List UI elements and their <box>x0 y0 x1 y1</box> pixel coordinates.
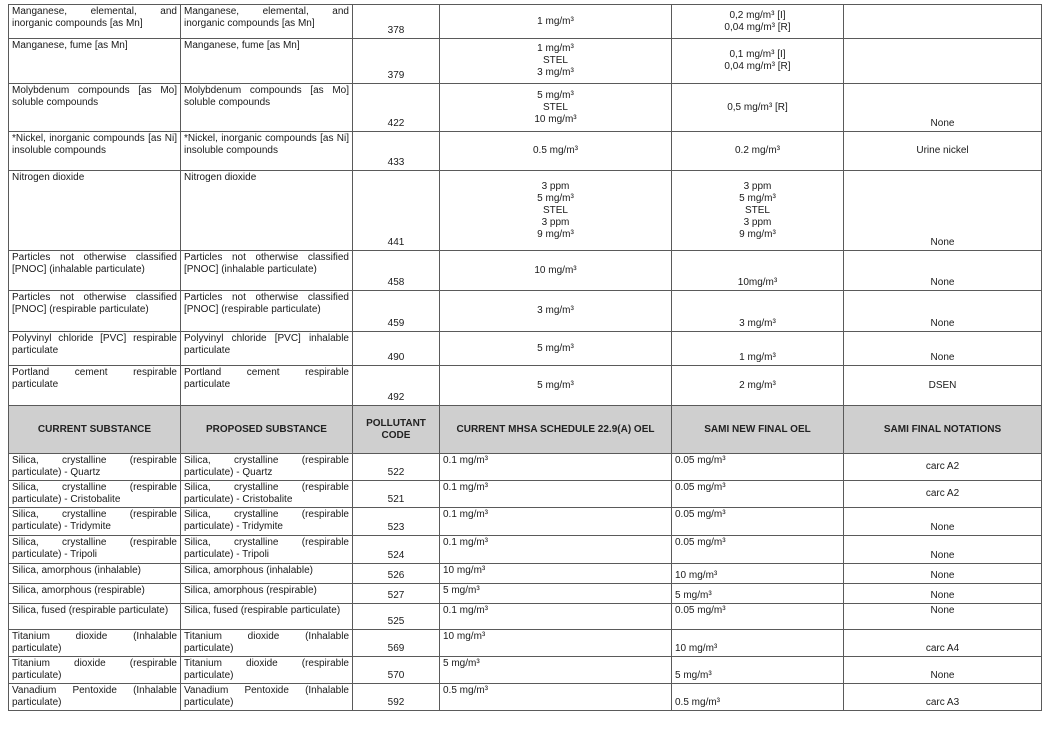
table-row <box>9 657 1042 684</box>
table-row <box>9 132 1042 171</box>
current-oel-cell: 0.1 mg/m³ <box>440 481 672 508</box>
lower-rows <box>9 454 1042 711</box>
current-oel-cell: 10 mg/m³ <box>440 564 672 584</box>
pollutant-code-cell: 492 <box>353 366 440 406</box>
table-row <box>9 39 1042 84</box>
current-substance-cell: Portland cement respirable particulate <box>9 366 181 406</box>
current-substance-cell: Silica, crystalline (respirable particulate) - Cristobalite <box>9 481 181 508</box>
current-oel-cell: 0.1 mg/m³ <box>440 454 672 481</box>
sami-oel-cell: 0,2 mg/m³ [I] 0,04 mg/m³ [R] <box>672 5 844 39</box>
sami-oel-cell: 5 mg/m³ <box>672 584 844 604</box>
current-oel-cell: 0.1 mg/m³ <box>440 536 672 564</box>
table-row <box>9 332 1042 366</box>
notation-cell: None <box>844 171 1042 251</box>
oel-table <box>8 4 1042 711</box>
pollutant-code-cell: 526 <box>353 564 440 584</box>
current-oel-cell: 1 mg/m³ STEL 3 mg/m³ <box>440 39 672 84</box>
table-row <box>9 584 1042 604</box>
proposed-substance-cell: Particles not otherwise classified [PNOC] (inhalable particulate) <box>181 251 353 291</box>
sami-oel-cell: 5 mg/m³ <box>672 657 844 684</box>
notation-cell: Urine nickel <box>844 132 1042 171</box>
current-substance-cell: Manganese, fume [as Mn] <box>9 39 181 84</box>
proposed-substance-cell: Silica, amorphous (inhalable) <box>181 564 353 584</box>
current-oel-cell: 5 mg/m³ <box>440 332 672 366</box>
pollutant-code-cell: 459 <box>353 291 440 332</box>
proposed-substance-cell: Silica, crystalline (respirable particulate) - Tripoli <box>181 536 353 564</box>
current-oel-cell: 5 mg/m³ <box>440 584 672 604</box>
pollutant-code-cell: 378 <box>353 5 440 39</box>
pollutant-code-cell: 525 <box>353 604 440 630</box>
current-substance-cell: Silica, amorphous (inhalable) <box>9 564 181 584</box>
pollutant-code-cell: 490 <box>353 332 440 366</box>
table-row <box>9 508 1042 536</box>
header-pollutant-code: POLLUTANT CODE <box>353 406 440 454</box>
notation-cell: DSEN <box>844 366 1042 406</box>
proposed-substance-cell: Vanadium Pentoxide (Inhalable particulate) <box>181 684 353 711</box>
current-substance-cell: Silica, crystalline (respirable particulate) - Quartz <box>9 454 181 481</box>
notation-cell <box>844 39 1042 84</box>
current-substance-cell: Particles not otherwise classified [PNOC] (respirable particulate) <box>9 291 181 332</box>
notation-cell: None <box>844 84 1042 132</box>
header-current-substance: CURRENT SUBSTANCE <box>9 406 181 454</box>
sami-oel-cell: 0,5 mg/m³ [R] <box>672 84 844 132</box>
current-substance-cell: Polyvinyl chloride [PVC] respirable particulate <box>9 332 181 366</box>
pollutant-code-cell: 592 <box>353 684 440 711</box>
current-substance-cell: Nitrogen dioxide <box>9 171 181 251</box>
table-row <box>9 630 1042 657</box>
notation-cell: None <box>844 332 1042 366</box>
sami-oel-cell: 0.05 mg/m³ <box>672 481 844 508</box>
current-substance-cell: Molybdenum compounds [as Mo] soluble compounds <box>9 84 181 132</box>
table-row <box>9 171 1042 251</box>
pollutant-code-cell: 379 <box>353 39 440 84</box>
current-oel-cell: 10 mg/m³ <box>440 630 672 657</box>
notation-cell <box>844 5 1042 39</box>
proposed-substance-cell: *Nickel, inorganic compounds [as Ni] insoluble compounds <box>181 132 353 171</box>
sami-oel-cell: 3 ppm 5 mg/m³ STEL 3 ppm 9 mg/m³ <box>672 171 844 251</box>
current-oel-cell: 0.1 mg/m³ <box>440 508 672 536</box>
proposed-substance-cell: Manganese, fume [as Mn] <box>181 39 353 84</box>
current-oel-cell: 0.5 mg/m³ <box>440 132 672 171</box>
current-substance-cell: Silica, crystalline (respirable particulate) - Tripoli <box>9 536 181 564</box>
sami-oel-cell: 10mg/m³ <box>672 251 844 291</box>
current-oel-cell: 5 mg/m³ <box>440 657 672 684</box>
pollutant-code-cell: 441 <box>353 171 440 251</box>
sami-oel-cell: 1 mg/m³ <box>672 332 844 366</box>
notation-cell: None <box>844 564 1042 584</box>
sami-oel-cell: 2 mg/m³ <box>672 366 844 406</box>
notation-cell: carc A2 <box>844 454 1042 481</box>
pollutant-code-cell: 521 <box>353 481 440 508</box>
table-row <box>9 536 1042 564</box>
current-oel-cell: 5 mg/m³ STEL 10 mg/m³ <box>440 84 672 132</box>
notation-cell: carc A2 <box>844 481 1042 508</box>
current-oel-cell: 0.1 mg/m³ <box>440 604 672 630</box>
header-sami-notations: SAMI FINAL NOTATIONS <box>844 406 1042 454</box>
notation-cell: None <box>844 584 1042 604</box>
proposed-substance-cell: Silica, crystalline (respirable particulate) - Tridymite <box>181 508 353 536</box>
proposed-substance-cell: Silica, crystalline (respirable particulate) - Cristobalite <box>181 481 353 508</box>
sami-oel-cell: 3 mg/m³ <box>672 291 844 332</box>
notation-cell: None <box>844 291 1042 332</box>
sami-oel-cell: 0.05 mg/m³ <box>672 536 844 564</box>
proposed-substance-cell: Titanium dioxide (respirable particulate) <box>181 657 353 684</box>
header-section <box>9 406 1042 454</box>
current-substance-cell: *Nickel, inorganic compounds [as Ni] insoluble compounds <box>9 132 181 171</box>
table-row <box>9 564 1042 584</box>
table-row <box>9 5 1042 39</box>
current-substance-cell: Silica, fused (respirable particulate) <box>9 604 181 630</box>
current-substance-cell: Titanium dioxide (Inhalable particulate) <box>9 630 181 657</box>
pollutant-code-cell: 524 <box>353 536 440 564</box>
table-row <box>9 604 1042 630</box>
header-proposed-substance: PROPOSED SUBSTANCE <box>181 406 353 454</box>
notation-cell: None <box>844 251 1042 291</box>
header-current-oel: CURRENT MHSA SCHEDULE 22.9(A) OEL <box>440 406 672 454</box>
pollutant-code-cell: 522 <box>353 454 440 481</box>
current-substance-cell: Silica, amorphous (respirable) <box>9 584 181 604</box>
notation-cell: None <box>844 604 1042 630</box>
pollutant-code-cell: 523 <box>353 508 440 536</box>
sami-oel-cell: 0.05 mg/m³ <box>672 604 844 630</box>
upper-rows <box>9 5 1042 406</box>
current-oel-cell: 0.5 mg/m³ <box>440 684 672 711</box>
table-row <box>9 366 1042 406</box>
current-substance-cell: Particles not otherwise classified [PNOC] (inhalable particulate) <box>9 251 181 291</box>
sami-oel-cell: 0.05 mg/m³ <box>672 508 844 536</box>
table-row <box>9 251 1042 291</box>
current-oel-cell: 3 mg/m³ <box>440 291 672 332</box>
current-substance-cell: Vanadium Pentoxide (Inhalable particulate) <box>9 684 181 711</box>
sami-oel-cell: 0.2 mg/m³ <box>672 132 844 171</box>
sami-oel-cell: 0.5 mg/m³ <box>672 684 844 711</box>
proposed-substance-cell: Molybdenum compounds [as Mo] soluble compounds <box>181 84 353 132</box>
proposed-substance-cell: Polyvinyl chloride [PVC] inhalable particulate <box>181 332 353 366</box>
pollutant-code-cell: 422 <box>353 84 440 132</box>
pollutant-code-cell: 569 <box>353 630 440 657</box>
header-row <box>9 406 1042 454</box>
table-row <box>9 84 1042 132</box>
notation-cell: carc A3 <box>844 684 1042 711</box>
pollutant-code-cell: 527 <box>353 584 440 604</box>
current-oel-cell: 10 mg/m³ <box>440 251 672 291</box>
proposed-substance-cell: Particles not otherwise classified [PNOC] (respirable particulate) <box>181 291 353 332</box>
proposed-substance-cell: Silica, crystalline (respirable particulate) - Quartz <box>181 454 353 481</box>
sami-oel-cell: 10 mg/m³ <box>672 564 844 584</box>
pollutant-code-cell: 458 <box>353 251 440 291</box>
proposed-substance-cell: Silica, amorphous (respirable) <box>181 584 353 604</box>
pollutant-code-cell: 570 <box>353 657 440 684</box>
table-row <box>9 291 1042 332</box>
table-row <box>9 481 1042 508</box>
notation-cell: None <box>844 657 1042 684</box>
notation-cell: None <box>844 536 1042 564</box>
sami-oel-cell: 0.05 mg/m³ <box>672 454 844 481</box>
sami-oel-cell: 10 mg/m³ <box>672 630 844 657</box>
header-sami-oel: SAMI NEW FINAL OEL <box>672 406 844 454</box>
current-substance-cell: Titanium dioxide (respirable particulate) <box>9 657 181 684</box>
proposed-substance-cell: Nitrogen dioxide <box>181 171 353 251</box>
sami-oel-cell: 0,1 mg/m³ [I] 0,04 mg/m³ [R] <box>672 39 844 84</box>
proposed-substance-cell: Silica, fused (respirable particulate) <box>181 604 353 630</box>
table-row <box>9 684 1042 711</box>
table-row <box>9 454 1042 481</box>
current-oel-cell: 5 mg/m³ <box>440 366 672 406</box>
current-substance-cell: Manganese, elemental, and inorganic compounds [as Mn] <box>9 5 181 39</box>
pollutant-code-cell: 433 <box>353 132 440 171</box>
notation-cell: None <box>844 508 1042 536</box>
notation-cell: carc A4 <box>844 630 1042 657</box>
current-oel-cell: 1 mg/m³ <box>440 5 672 39</box>
proposed-substance-cell: Manganese, elemental, and inorganic compounds [as Mn] <box>181 5 353 39</box>
current-oel-cell: 3 ppm 5 mg/m³ STEL 3 ppm 9 mg/m³ <box>440 171 672 251</box>
current-substance-cell: Silica, crystalline (respirable particulate) - Tridymite <box>9 508 181 536</box>
proposed-substance-cell: Portland cement respirable particulate <box>181 366 353 406</box>
proposed-substance-cell: Titanium dioxide (Inhalable particulate) <box>181 630 353 657</box>
